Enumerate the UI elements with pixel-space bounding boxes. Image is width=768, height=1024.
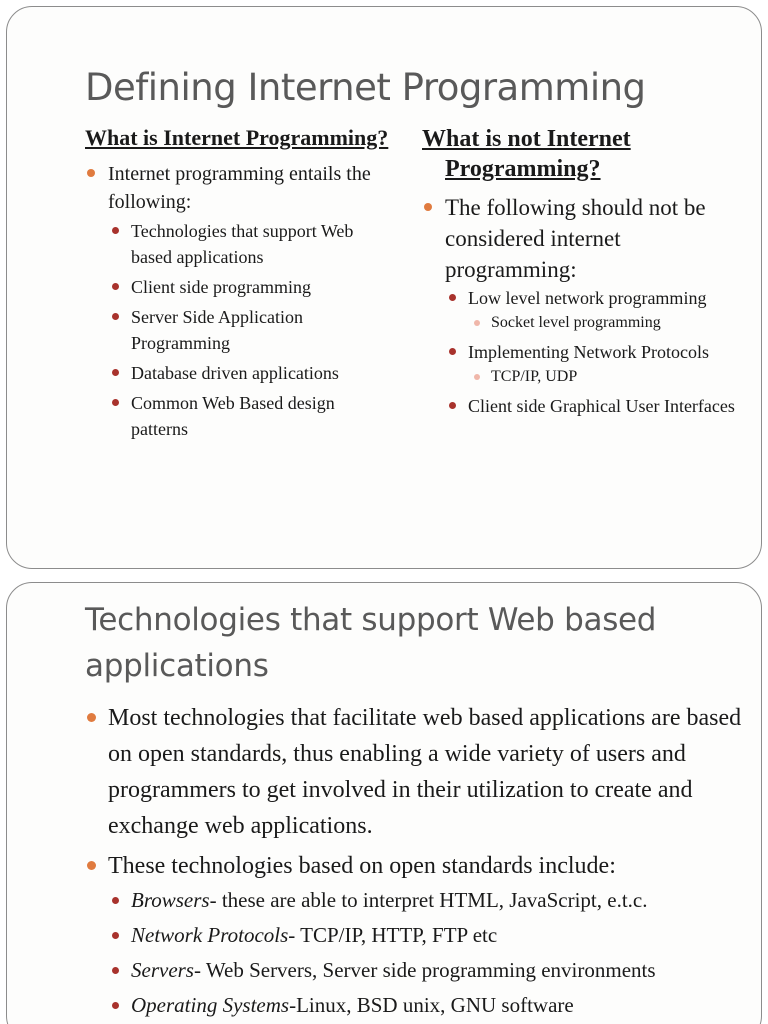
term-description: Linux, BSD unix, GNU software xyxy=(296,993,574,1017)
sub-list-item xyxy=(445,393,742,419)
term-description: Web Servers, Server side programming environments xyxy=(200,958,656,982)
bullet-text: The following should not be considered internet programming: xyxy=(445,195,706,282)
term-description: TCP/IP, HTTP, FTP etc xyxy=(295,923,498,947)
column-heading: What is not Internet Programming? xyxy=(422,126,631,182)
bullet-list xyxy=(85,700,745,1021)
third-level-item: TCP/IP, UDP xyxy=(468,365,742,389)
list-item: Most technologies that facilitate web based applications are based on open standards, thus enabling a wide variety of users and programmers to get involved in their utilization to create and exchange web applications. xyxy=(85,700,745,844)
sub-item-label: Implementing Network Protocols xyxy=(468,342,709,362)
slide-defining-internet-programming xyxy=(6,6,762,569)
sub-list-item xyxy=(108,885,745,916)
sub-list-item: Client side programming xyxy=(108,274,395,300)
list-item xyxy=(422,192,742,419)
third-level-list xyxy=(468,365,742,389)
bullet-list xyxy=(422,192,742,419)
bullet-text: These technologies based on open standards include: xyxy=(108,853,616,879)
sub-list-item: Common Web Based design patterns xyxy=(108,390,395,442)
list-item xyxy=(85,848,745,1021)
slide-body xyxy=(85,700,745,1024)
third-level-item: Socket level programming xyxy=(468,311,742,335)
sub-item-label: Low level network programming xyxy=(468,288,707,308)
sub-list-item xyxy=(445,339,742,389)
sub-list-item xyxy=(445,285,742,335)
sub-list-item xyxy=(108,920,745,951)
slide-technologies xyxy=(6,582,762,1024)
list-item xyxy=(85,160,395,442)
term-description: these are able to interpret HTML, JavaScript, e.t.c. xyxy=(216,888,648,912)
term-label: Network Protocols- xyxy=(131,923,296,947)
sub-list-item xyxy=(108,955,745,986)
third-level-list xyxy=(468,311,742,335)
slide-title: Defining Internet Programming xyxy=(85,66,646,109)
slide-title: Technologies that support Web based applications xyxy=(85,602,657,684)
sub-list-item: Server Side Application Programming xyxy=(108,304,395,356)
term-label: Operating Systems- xyxy=(131,993,297,1017)
column-heading: What is Internet Programming? xyxy=(85,125,389,150)
left-column xyxy=(85,124,395,446)
sub-item-label: Client side Graphical User Interfaces xyxy=(468,396,735,416)
right-column xyxy=(422,124,742,423)
term-label: Servers- xyxy=(131,958,201,982)
sub-bullet-list xyxy=(108,885,745,1021)
term-label: Browsers- xyxy=(131,888,217,912)
sub-list-item: Database driven applications xyxy=(108,360,395,386)
sub-list-item xyxy=(108,990,745,1021)
bullet-text: Internet programming entails the following: xyxy=(108,163,371,213)
bullet-list xyxy=(85,160,395,442)
sub-bullet-list xyxy=(108,218,395,442)
sub-bullet-list xyxy=(445,285,742,419)
sub-list-item: Technologies that support Web based applications xyxy=(108,218,395,270)
